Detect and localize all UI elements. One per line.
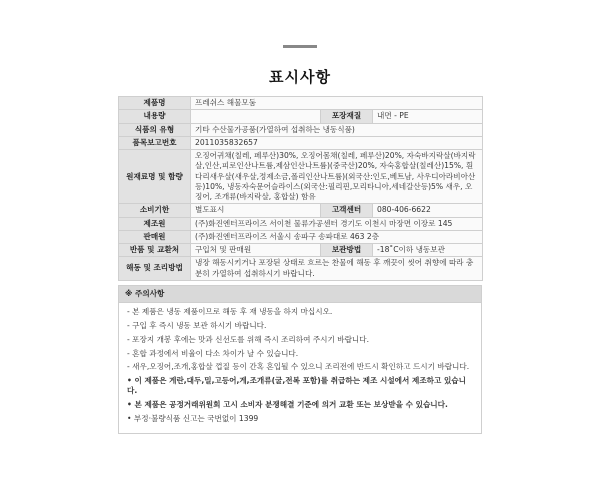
manufacturer-label: 제조원 (119, 217, 191, 230)
table-row (119, 230, 483, 243)
product-name-value: 프레쉬스 해물모둠 (191, 97, 483, 110)
returns-value: 구입처 및 판매원 (191, 244, 321, 257)
seller-value: (주)화진엔터프라이즈 서울시 송파구 송파대로 463 2층 (191, 230, 483, 243)
packaging-label: 포장재질 (321, 110, 373, 123)
ingredients-label: 원재료명 및 함량 (119, 150, 191, 204)
top-divider (283, 45, 317, 48)
report-no-label: 품목보고번호 (119, 136, 191, 149)
note-item: - 본 제품은 냉동 제품이므로 해동 후 재 냉동을 하지 마십시오. (127, 307, 333, 316)
table-row (119, 150, 483, 204)
note-item: - 포장지 개봉 후에는 맛과 신선도를 위해 즉시 조리하여 주시기 바랍니다. (127, 334, 370, 344)
thaw-value: 냉장 해동시키거나 포장된 상태로 흐르는 찬물에 해동 후 깨끗이 씻어 취향에 따라 충분히 가열하여 섭취하시기 바랍니다. (191, 257, 483, 281)
spec-table (118, 96, 483, 281)
storage-label: 보관방법 (321, 244, 373, 257)
product-name-label: 제품명 (119, 97, 191, 110)
expiry-value: 별도표시 (191, 204, 321, 217)
table-row (119, 257, 483, 281)
note-item: - 새우,오징어,조개,홍합살 껍질 등이 간혹 혼입될 수 있으니 조리전에 반드시 확인하고 드시기 바랍니다. (127, 362, 470, 372)
label-sheet (118, 96, 482, 434)
thaw-label: 해동 및 조리방법 (119, 257, 191, 281)
page-title: 표시사항 (269, 68, 331, 86)
table-row (119, 97, 483, 110)
storage-value: -18˚C이하 냉동보관 (373, 244, 483, 257)
capacity-value (191, 110, 321, 123)
returns-label: 반품 및 교환처 (119, 244, 191, 257)
table-row (119, 136, 483, 149)
report-no-value: 2011035832657 (191, 136, 483, 149)
customer-center-label: 고객센터 (321, 204, 373, 217)
table-row (119, 123, 483, 136)
table-row (119, 110, 483, 123)
table-row (119, 217, 483, 230)
expiry-label: 소비기한 (119, 204, 191, 217)
food-type-label: 식품의 유형 (119, 123, 191, 136)
packaging-value: 내면 - PE (373, 110, 483, 123)
notes-box (118, 302, 482, 434)
note-item: • 본 제품은 공정거래위원회 고시 소비자 분쟁해결 기준에 의거 교환 또는 보상받을 수 있습니다. (127, 400, 448, 410)
ingredients-value: 오징어귀채(칠레, 페루산)30%, 오징어몸채(칠레, 페루산)20%, 자숙바지락살(바지락살,인산,피로인산나트륨,제삼인산나트륨)(중국산)20%, 자숙홍합살(칠레산)15%, 흰다리새우살(새우살,정제소금,폴리인산나트륨)(외국산:인도,베트남, 사우디아라비아산등)10%, 냉동자숙문어슬라이스(외국산:필리핀,모리타니아,세네갈산등)5% 새우, 오징어, 조개류(바지락살, 홍합살) 함유 (191, 150, 483, 204)
note-item: - 혼합 과정에서 비율이 다소 차이가 날 수 있습니다. (127, 348, 299, 358)
table-row (119, 244, 483, 257)
manufacturer-value: (주)화진엔터프라이즈 서이천 물류가공센터 경기도 이천시 마장면 이장로 145 (191, 217, 483, 230)
notes-heading: ※ 주의사항 (118, 285, 482, 302)
note-item: • 부정·불량식품 신고는 국번없이 1399 (127, 414, 259, 424)
food-type-value: 기타 수산물가공품(가열하여 섭취하는 냉동식품) (191, 123, 483, 136)
note-item: • 이 제품은 게란,대두,밀,고등어,게,조개류(굴,전복 포함)를 취급하는 제조 시설에서 제조하고 있습니다. (127, 376, 466, 396)
seller-label: 판매원 (119, 230, 191, 243)
table-row (119, 204, 483, 217)
customer-center-value: 080-406-6622 (373, 204, 483, 217)
note-item: - 구입 후 즉시 냉동 보관 하시기 바랍니다. (127, 320, 267, 330)
capacity-label: 내용량 (119, 110, 191, 123)
